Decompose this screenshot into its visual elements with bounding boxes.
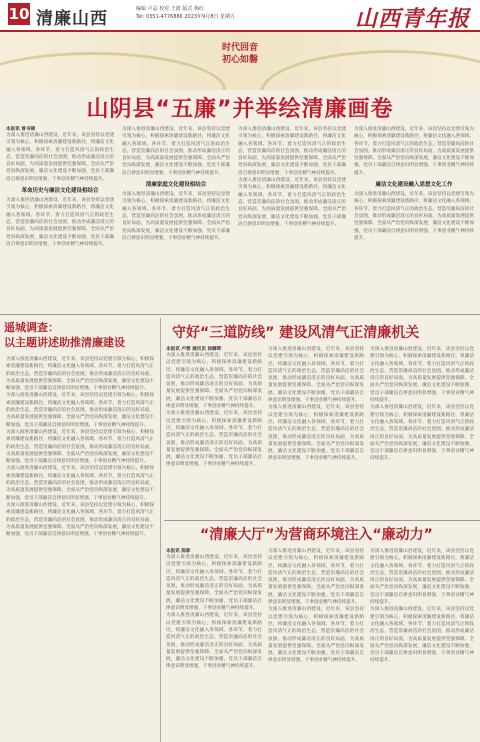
article1-col3 [238, 126, 346, 310]
body-text: 为深入推进清廉山西建设，近年来，该县坚持以党建引领为核心，积极探索清廉建设新路径，将廉洁文化融入各领域、各环节，着力打造风清气正的政治生态，营造崇廉尚洁的社会氛围，推动形成廉洁清正的良好局面，为高质量发展提供坚强保障。全面从严治党向纵深发展，廉洁文化建设不断加强，党员干部廉洁自律意识明显增强，干事创业精气神持续提升。 [6, 429, 154, 465]
body-text: 为深入推进清廉山西建设，近年来，该县坚持以党建引领为核心，积极探索清廉建设新路径，将廉洁文化融入各领域、各环节，着力打造风清气正的政治生态，营造崇廉尚洁的社会氛围，推动形成廉洁清正的良好局面，为高质量发展提供坚强保障。全面从严治党向纵深发展，廉洁文化建设不断加强，党员干部廉洁自律意识明显增强，干事创业精气神持续提升。 [166, 411, 262, 468]
section-divider [0, 314, 480, 315]
body-text: 为深入推进清廉山西建设，近年来，该县坚持以党建引领为核心，积极探索清廉建设新路径，将廉洁文化融入各领域、各环节，着力打造风清气正的政治生态，营造崇廉尚洁的社会氛围，推动形成廉洁清正的良好局面，为高质量发展提供坚强保障。全面从严治党向纵深发展，廉洁文化建设不断加强，党员干部廉洁自律意识明显增强，干事创业精气神持续提升。 [6, 357, 154, 392]
body-text: 为深入推进清廉山西建设，近年来，该县坚持以党建引领为核心，积极探索清廉建设新路径，将廉洁文化融入各领域、各环节，着力打造风清气正的政治生态，营造崇廉尚洁的社会氛围，推动形成廉洁清正的良好局面，为高质量发展提供坚强保障。全面从严治党向纵深发展，廉洁文化建设不断加强，党员干部廉洁自律意识明显增强，干事创业精气神持续提升。 [268, 347, 364, 404]
banner-wave-decoration [260, 50, 480, 90]
body-text: 为深入推进清廉山西建设，近年来，该县坚持以党建引领为核心，积极探索清廉建设新路径，将廉洁文化融入各领域、各环节，着力打造风清气正的政治生态，营造崇廉尚洁的社会氛围，推动形成廉洁清正的良好局面，为高质量发展提供坚强保障。全面从严治党向纵深发展，廉洁文化建设不断加强，党员干部廉洁自律意识明显增强，干事创业精气神持续提升。 [6, 133, 114, 182]
body-text: 为深入推进清廉山西建设，近年来，该县坚持以党建引领为核心，积极探索清廉建设新路径，将廉洁文化融入各领域、各环节，着力打造风清气正的政治生态，营造崇廉尚洁的社会氛围，推动形成廉洁清正的良好局面，为高质量发展提供坚强保障。全面从严治党向纵深发展，廉洁文化建设不断加强，党员干部廉洁自律意识明显增强，干事创业精气神持续提升。 [370, 549, 474, 606]
body-text: 为深入推进清廉山西建设，近年来，该县坚持以党建引领为核心，积极探索清廉建设新路径，将廉洁文化融入各领域、各环节，着力打造风清气正的政治生态，营造崇廉尚洁的社会氛围，推动形成廉洁清正的良好局面，为高质量发展提供坚强保障。全面从严治党向纵深发展，廉洁文化建设不断加强，党员干部廉洁自律意识明显增强，干事创业精气神持续提升。 [166, 353, 262, 410]
body-text: 为深入推进清廉山西建设，近年来，该县坚持以党建引领为核心，积极探索清廉建设新路径，将廉洁文化融入各领域、各环节，着力打造风清气正的政治生态，营造崇廉尚洁的社会氛围，推动形成廉洁清正的良好局面，为高质量发展提供坚强保障。全面从严治党向纵深发展，廉洁文化建设不断加强，党员干部廉洁自律意识明显增强，干事创业精气神持续提升。 [6, 502, 154, 538]
article3-col1 [166, 548, 262, 738]
body-text: 为深入推进清廉山西建设，近年来，该县坚持以党建引领为核心，积极探索清廉建设新路径，将廉洁文化融入各领域、各环节，着力打造风清气正的政治生态，营造崇廉尚洁的社会氛围，推动形成廉洁清正的良好局面，为高质量发展提供坚强保障。全面从严治党向纵深发展，廉洁文化建设不断加强，党员干部廉洁自律意识明显增强，干事创业精气神持续提升。 [166, 555, 262, 612]
section-divider [164, 520, 480, 521]
body-text: 为深入推进清廉山西建设，近年来，该县坚持以党建引领为核心，积极探索清廉建设新路径，将廉洁文化融入各领域、各环节，着力打造风清气正的政治生态，营造崇廉尚洁的社会氛围，推动形成廉洁清正的良好局面，为高质量发展提供坚强保障。全面从严治党向纵深发展，廉洁文化建设不断加强，党员干部廉洁自律意识明显增强，干事创业精气神持续提升。 [6, 198, 114, 247]
body-text: 为深入推进清廉山西建设，近年来，该县坚持以党建引领为核心，积极探索清廉建设新路径，将廉洁文化融入各领域、各环节，着力打造风清气正的政治生态，营造崇廉尚洁的社会氛围，推动形成廉洁清正的良好局面，为高质量发展提供坚强保障。全面从严治党向纵深发展，廉洁文化建设不断加强，党员干部廉洁自律意识明显增强，干事创业精气神持续提升。 [238, 178, 346, 227]
date-line: Tel: 0351-4776886 2023年9月8日 星期五 [136, 14, 236, 20]
banner-wave-decoration [0, 52, 226, 90]
article2-col2 [268, 346, 364, 514]
sidebar-title-line1: 遥城调查： [4, 321, 59, 334]
column-divider [160, 318, 161, 742]
article1-subhead-1: 革命历史与廉洁文化建设相结合 [21, 188, 99, 195]
article1-col1 [6, 126, 114, 310]
body-text: 为深入推进清廉山西建设，近年来，该县坚持以党建引领为核心，积极探索清廉建设新路径，将廉洁文化融入各领域、各环节，着力打造风清气正的政治生态，营造崇廉尚洁的社会氛围，推动形成廉洁清正的良好局面，为高质量发展提供坚强保障。全面从严治党向纵深发展，廉洁文化建设不断加强，党员干部廉洁自律意识明显增强，干事创业精气神持续提升。 [268, 549, 364, 606]
banner-line2: 初心如磐 [221, 55, 258, 65]
masthead-logo: 山西青年报 [354, 6, 470, 32]
body-text: 为深入推进清廉山西建设，近年来，该县坚持以党建引领为核心，积极探索清廉建设新路径，将廉洁文化融入各领域、各环节，着力打造风清气正的政治生态，营造崇廉尚洁的社会氛围，推动形成廉洁清正的良好局面，为高质量发展提供坚强保障。全面从严治党向纵深发展，廉洁文化建设不断加强，党员干部廉洁自律意识明显增强，干事创业精气神持续提升。 [166, 613, 262, 670]
article1-byline: 本报讯 曾书锦 [6, 127, 36, 132]
banner-title [196, 42, 284, 66]
body-text: 为深入推进清廉山西建设，近年来，该县坚持以党建引领为核心，积极探索清廉建设新路径，将廉洁文化融入各领域、各环节，着力打造风清气正的政治生态，营造崇廉尚洁的社会氛围，推动形成廉洁清正的良好局面，为高质量发展提供坚强保障。全面从严治党向纵深发展，廉洁文化建设不断加强，党员干部廉洁自律意识明显增强，干事创业精气神持续提升。 [370, 405, 474, 462]
page-number: 10 [8, 5, 30, 23]
article3-col3 [370, 548, 474, 738]
article1-col2 [122, 126, 230, 310]
body-text: 为深入推进清廉山西建设，近年来，该县坚持以党建引领为核心，积极探索清廉建设新路径，将廉洁文化融入各领域、各环节，着力打造风清气正的政治生态，营造崇廉尚洁的社会氛围，推动形成廉洁清正的良好局面，为高质量发展提供坚强保障。全面从严治党向纵深发展，廉洁文化建设不断加强，党员干部廉洁自律意识明显增强，干事创业精气神持续提升。 [6, 393, 154, 428]
body-text: 为深入推进清廉山西建设，近年来，该县坚持以党建引领为核心，积极探索清廉建设新路径，将廉洁文化融入各领域、各环节，着力打造风清气正的政治生态，营造崇廉尚洁的社会氛围，推动形成廉洁清正的良好局面，为高质量发展提供坚强保障。全面从严治党向纵深发展，廉洁文化建设不断加强，党员干部廉洁自律意识明显增强，干事创业精气神持续提升。 [238, 127, 346, 176]
banner-line1: 时代回音 [221, 43, 258, 53]
article3-headline: “清廉大厅”为营商环境注入“廉动力” [200, 527, 433, 543]
article2-col1 [166, 346, 262, 514]
banner-image [0, 32, 480, 90]
sidebar-title [4, 320, 154, 350]
sidebar-title-line2: 以主题讲述助推清廉建设 [4, 336, 125, 349]
article1-subhead-2: 清廉家庭文化建设相结合 [145, 182, 207, 189]
section-title: 清廉山西 [36, 9, 108, 29]
main-headline: 山阴县“五廉”并举绘清廉画卷 [86, 97, 394, 122]
article3-col2 [268, 548, 364, 738]
article2-byline: 本报讯 卢蓉 通讯员 徐瞬晖 [166, 347, 222, 352]
body-text: 为深入推进清廉山西建设，近年来，该县坚持以党建引领为核心，积极探索清廉建设新路径，将廉洁文化融入各领域、各环节，着力打造风清气正的政治生态，营造崇廉尚洁的社会氛围，推动形成廉洁清正的良好局面，为高质量发展提供坚强保障。全面从严治党向纵深发展，廉洁文化建设不断加强，党员干部廉洁自律意识明显增强，干事创业精气神持续提升。 [354, 192, 474, 241]
sidebar-body [6, 356, 154, 736]
page-header [0, 0, 480, 32]
article1-col4 [354, 126, 474, 310]
article2-headline: 守好“三道防线” 建设风清气正清廉机关 [172, 325, 420, 341]
body-text: 为深入推进清廉山西建设，近年来，该县坚持以党建引领为核心，积极探索清廉建设新路径，将廉洁文化融入各领域、各环节，着力打造风清气正的政治生态，营造崇廉尚洁的社会氛围，推动形成廉洁清正的良好局面，为高质量发展提供坚强保障。全面从严治党向纵深发展，廉洁文化建设不断加强，党员干部廉洁自律意识明显增强，干事创业精气神持续提升。 [122, 127, 230, 176]
article1-subhead-3: 廉洁文化建设融入思想文化工作 [375, 182, 453, 189]
body-text: 为深入推进清廉山西建设，近年来，该县坚持以党建引领为核心，积极探索清廉建设新路径，将廉洁文化融入各领域、各环节，着力打造风清气正的政治生态，营造崇廉尚洁的社会氛围，推动形成廉洁清正的良好局面，为高质量发展提供坚强保障。全面从严治党向纵深发展，廉洁文化建设不断加强，党员干部廉洁自律意识明显增强，干事创业精气神持续提升。 [370, 607, 474, 664]
body-text: 为深入推进清廉山西建设，近年来，该县坚持以党建引领为核心，积极探索清廉建设新路径，将廉洁文化融入各领域、各环节，着力打造风清气正的政治生态，营造崇廉尚洁的社会氛围，推动形成廉洁清正的良好局面，为高质量发展提供坚强保障。全面从严治党向纵深发展，廉洁文化建设不断加强，党员干部廉洁自律意识明显增强，干事创业精气神持续提升。 [6, 466, 154, 501]
editor-info [136, 5, 235, 21]
article3-byline: 本报讯 陈影 [166, 549, 191, 554]
body-text: 为深入推进清廉山西建设，近年来，该县坚持以党建引领为核心，积极探索清廉建设新路径，将廉洁文化融入各领域、各环节，着力打造风清气正的政治生态，营造崇廉尚洁的社会氛围，推动形成廉洁清正的良好局面，为高质量发展提供坚强保障。全面从严治党向纵深发展，廉洁文化建设不断加强，党员干部廉洁自律意识明显增强，干事创业精气神持续提升。 [268, 607, 364, 664]
editor-line: 编辑 卢晶 校对 王蔚 版式 梅红 [136, 6, 204, 12]
body-text: 为深入推进清廉山西建设，近年来，该县坚持以党建引领为核心，积极探索清廉建设新路径，将廉洁文化融入各领域、各环节，着力打造风清气正的政治生态，营造崇廉尚洁的社会氛围，推动形成廉洁清正的良好局面，为高质量发展提供坚强保障。全面从严治党向纵深发展，廉洁文化建设不断加强，党员干部廉洁自律意识明显增强，干事创业精气神持续提升。 [354, 127, 474, 176]
body-text: 为深入推进清廉山西建设，近年来，该县坚持以党建引领为核心，积极探索清廉建设新路径，将廉洁文化融入各领域、各环节，着力打造风清气正的政治生态，营造崇廉尚洁的社会氛围，推动形成廉洁清正的良好局面，为高质量发展提供坚强保障。全面从严治党向纵深发展，廉洁文化建设不断加强，党员干部廉洁自律意识明显增强，干事创业精气神持续提升。 [370, 347, 474, 404]
body-text: 为深入推进清廉山西建设，近年来，该县坚持以党建引领为核心，积极探索清廉建设新路径，将廉洁文化融入各领域、各环节，着力打造风清气正的政治生态，营造崇廉尚洁的社会氛围，推动形成廉洁清正的良好局面，为高质量发展提供坚强保障。全面从严治党向纵深发展，廉洁文化建设不断加强，党员干部廉洁自律意识明显增强，干事创业精气神持续提升。 [268, 405, 364, 462]
article2-col3 [370, 346, 474, 514]
body-text: 为深入推进清廉山西建设，近年来，该县坚持以党建引领为核心，积极探索清廉建设新路径，将廉洁文化融入各领域、各环节，着力打造风清气正的政治生态，营造崇廉尚洁的社会氛围，推动形成廉洁清正的良好局面，为高质量发展提供坚强保障。全面从严治党向纵深发展，廉洁文化建设不断加强，党员干部廉洁自律意识明显增强，干事创业精气神持续提升。 [122, 192, 230, 241]
